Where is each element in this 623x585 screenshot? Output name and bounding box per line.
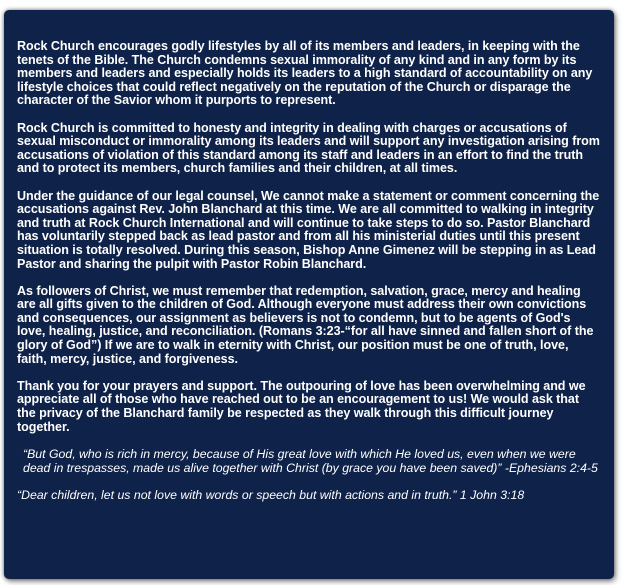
statement-card — [4, 10, 614, 579]
paragraph-legal-counsel: Under the guidance of our legal counsel, We cannot make a statement or comment concerning the accusations against Rev. John Blanchard at this time. We are all committed to walking in integrity and truth at Rock Church International and will continue to take steps to do so. Pastor Blanchard has voluntarily stepped back as lead pastor and from all his ministerial duties until this present situation is totally resolved. During this season, Bishop Anne Gimenez will be stepping in as Lead Pastor and sharing the pulpit with Pastor Robin Blanchard. — [17, 188, 600, 271]
paragraph-followers-of-christ: As followers of Christ, we must remember that redemption, salvation, grace, mercy and healing are all gifts given to the children of God. Although everyone must address their own convictions and consequences, our assignment as believers is not to condemn, but to be agents of God's love, healing, justice, and reconciliation. (Romans 3:23-“for all have sinned and fallen short of the glory of God”) If we are to walk in eternity with Christ, our position must be one of truth, love, faith, mercy, justice, and forgiveness. — [17, 283, 594, 366]
paragraph-lifestyle: Rock Church encourages godly lifestyles by all of its members and leaders, in keeping with the tenets of the Bible. The Church condemns sexual immorality of any kind and in any form by its members and leaders and especially holds its leaders to a high standard of accountability on any lifestyle choices that could reflect negatively on the reputation of the Church or disparage the character of the Savior whom it purports to represent. — [17, 39, 593, 108]
quote-ephesians: “But God, who is rich in mercy, because of His great love with which He loved us, even when we were dead in trespasses, made us alive together with Christ (by grace you have been saved)” -Ephesians 2:4-5 — [23, 446, 598, 475]
paragraph-thank-you: Thank you for your prayers and support. The outpouring of love has been overwhelming and we appreciate all of those who have reached out to be an encouragement to us! We would ask that the privacy of the Blanchard family be respected as they walk through this difficult journey together. — [17, 378, 586, 434]
quote-1-john: “Dear children, let us not love with words or speech but with actions and in truth.” 1 John 3:18 — [17, 487, 525, 502]
paragraph-integrity: Rock Church is committed to honesty and integrity in dealing with charges or accusations of sexual misconduct or immorality among its leaders and will support any investigation arising from accusations of violation of this standard among its staff and leaders in an effort to find the truth and to protect its members, church families and their children, at all times. — [17, 120, 600, 176]
